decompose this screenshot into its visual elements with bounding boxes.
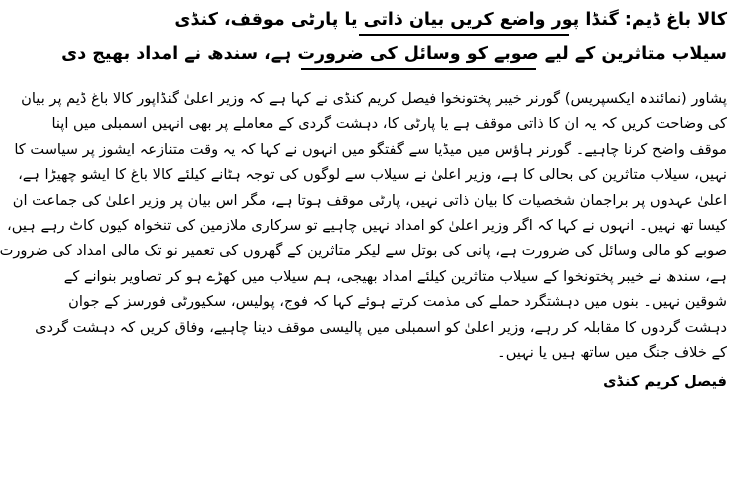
body-line: ہے، سندھ نے خیبر پختونخوا کے سیلاب متاثرین کیلئے امداد بھیجی، ہم سیلاب میں کھڑے ہو کر تصاویر بنوانے کے [63,267,727,285]
headline-underline-1 [359,34,569,36]
body-line: صوبے کو مالی وسائل کی ضرورت ہے، پانی کی بوتل سے لیکر متاثرین کے گھروں کی تعمیر نو تک مالی امداد کی ضرورت [0,242,727,260]
body-line: نہیں، سیلاب متاثرین کی بحالی کا ہے، وزیر اعلیٰ نے سیلاب سے لوگوں کی توجہ ہٹانے کیلئے کالا باغ کا ایشو چھیڑا ہے، [18,166,727,184]
signature: فیصل کریم کنڈی [603,373,727,391]
body-line: اعلیٰ عہدوں پر براجمان شخصیات کا بیان ذاتی نہیں، پارٹی موقف ہوتا ہے، مگر اس بیان پر وزیر اعلیٰ کی جماعت ان [12,191,727,209]
body-line: موقف واضح کرنا چاہیے۔ گورنر ہاؤس میں میڈیا سے گفتگو میں انہوں نے کہا کہ یہ وقت متنازعہ ایشوز پر سیاست کا [14,140,727,158]
body-line: پشاور (نمائندہ ایکسپریس) گورنر خیبر پختونخوا فیصل کریم کنڈی نے کہا ہے کہ وزیر اعلیٰ گنڈاپور کالا باغ ڈیم پر بیان [21,90,727,107]
headline-line-1: کالا باغ ڈیم: گنڈا پور واضع کریں بیان ذاتی یا پارٹی موقف، کنڈی [174,10,727,30]
body-line: شوقین نہیں۔ بنوں میں دہشتگرد حملے کی مذمت کرتے ہوئے کہا کہ فوج، پولیس، سکیورٹی فورسز کے جوان [68,293,727,311]
article-body [0,86,727,365]
headline-line-2: سیلاب متاثرین کے لیے صوبے کو وسائل کی ضرورت ہے، سندھ نے امداد بھیج دی [61,44,727,64]
headline-underline-2 [301,68,536,70]
body-line: دہشت گردوں کا مقابلہ کر رہے، وزیر اعلیٰ کو اسمبلی میں پالیسی موقف دینا چاہیے، وفاق کریں کہ دہشت گردی [35,318,727,336]
body-line: کی وضاحت کریں کہ یہ ان کا ذاتی موقف ہے یا پارٹی کا، دہشت گردی کے معاملے پر بھی انہیں اسمبلی میں اپنا [51,115,727,133]
body-line: کے خلاف جنگ میں ساتھ ہیں یا نہیں۔ [497,344,727,362]
body-line: کیسا تھ نہیں۔ انہوں نے کہا کہ اگر وزیر اعلیٰ کو امداد نہیں چاہیے تو سرکاری ملازمین کی تنخواہ کیوں کاٹ رہے ہیں، [7,217,727,235]
